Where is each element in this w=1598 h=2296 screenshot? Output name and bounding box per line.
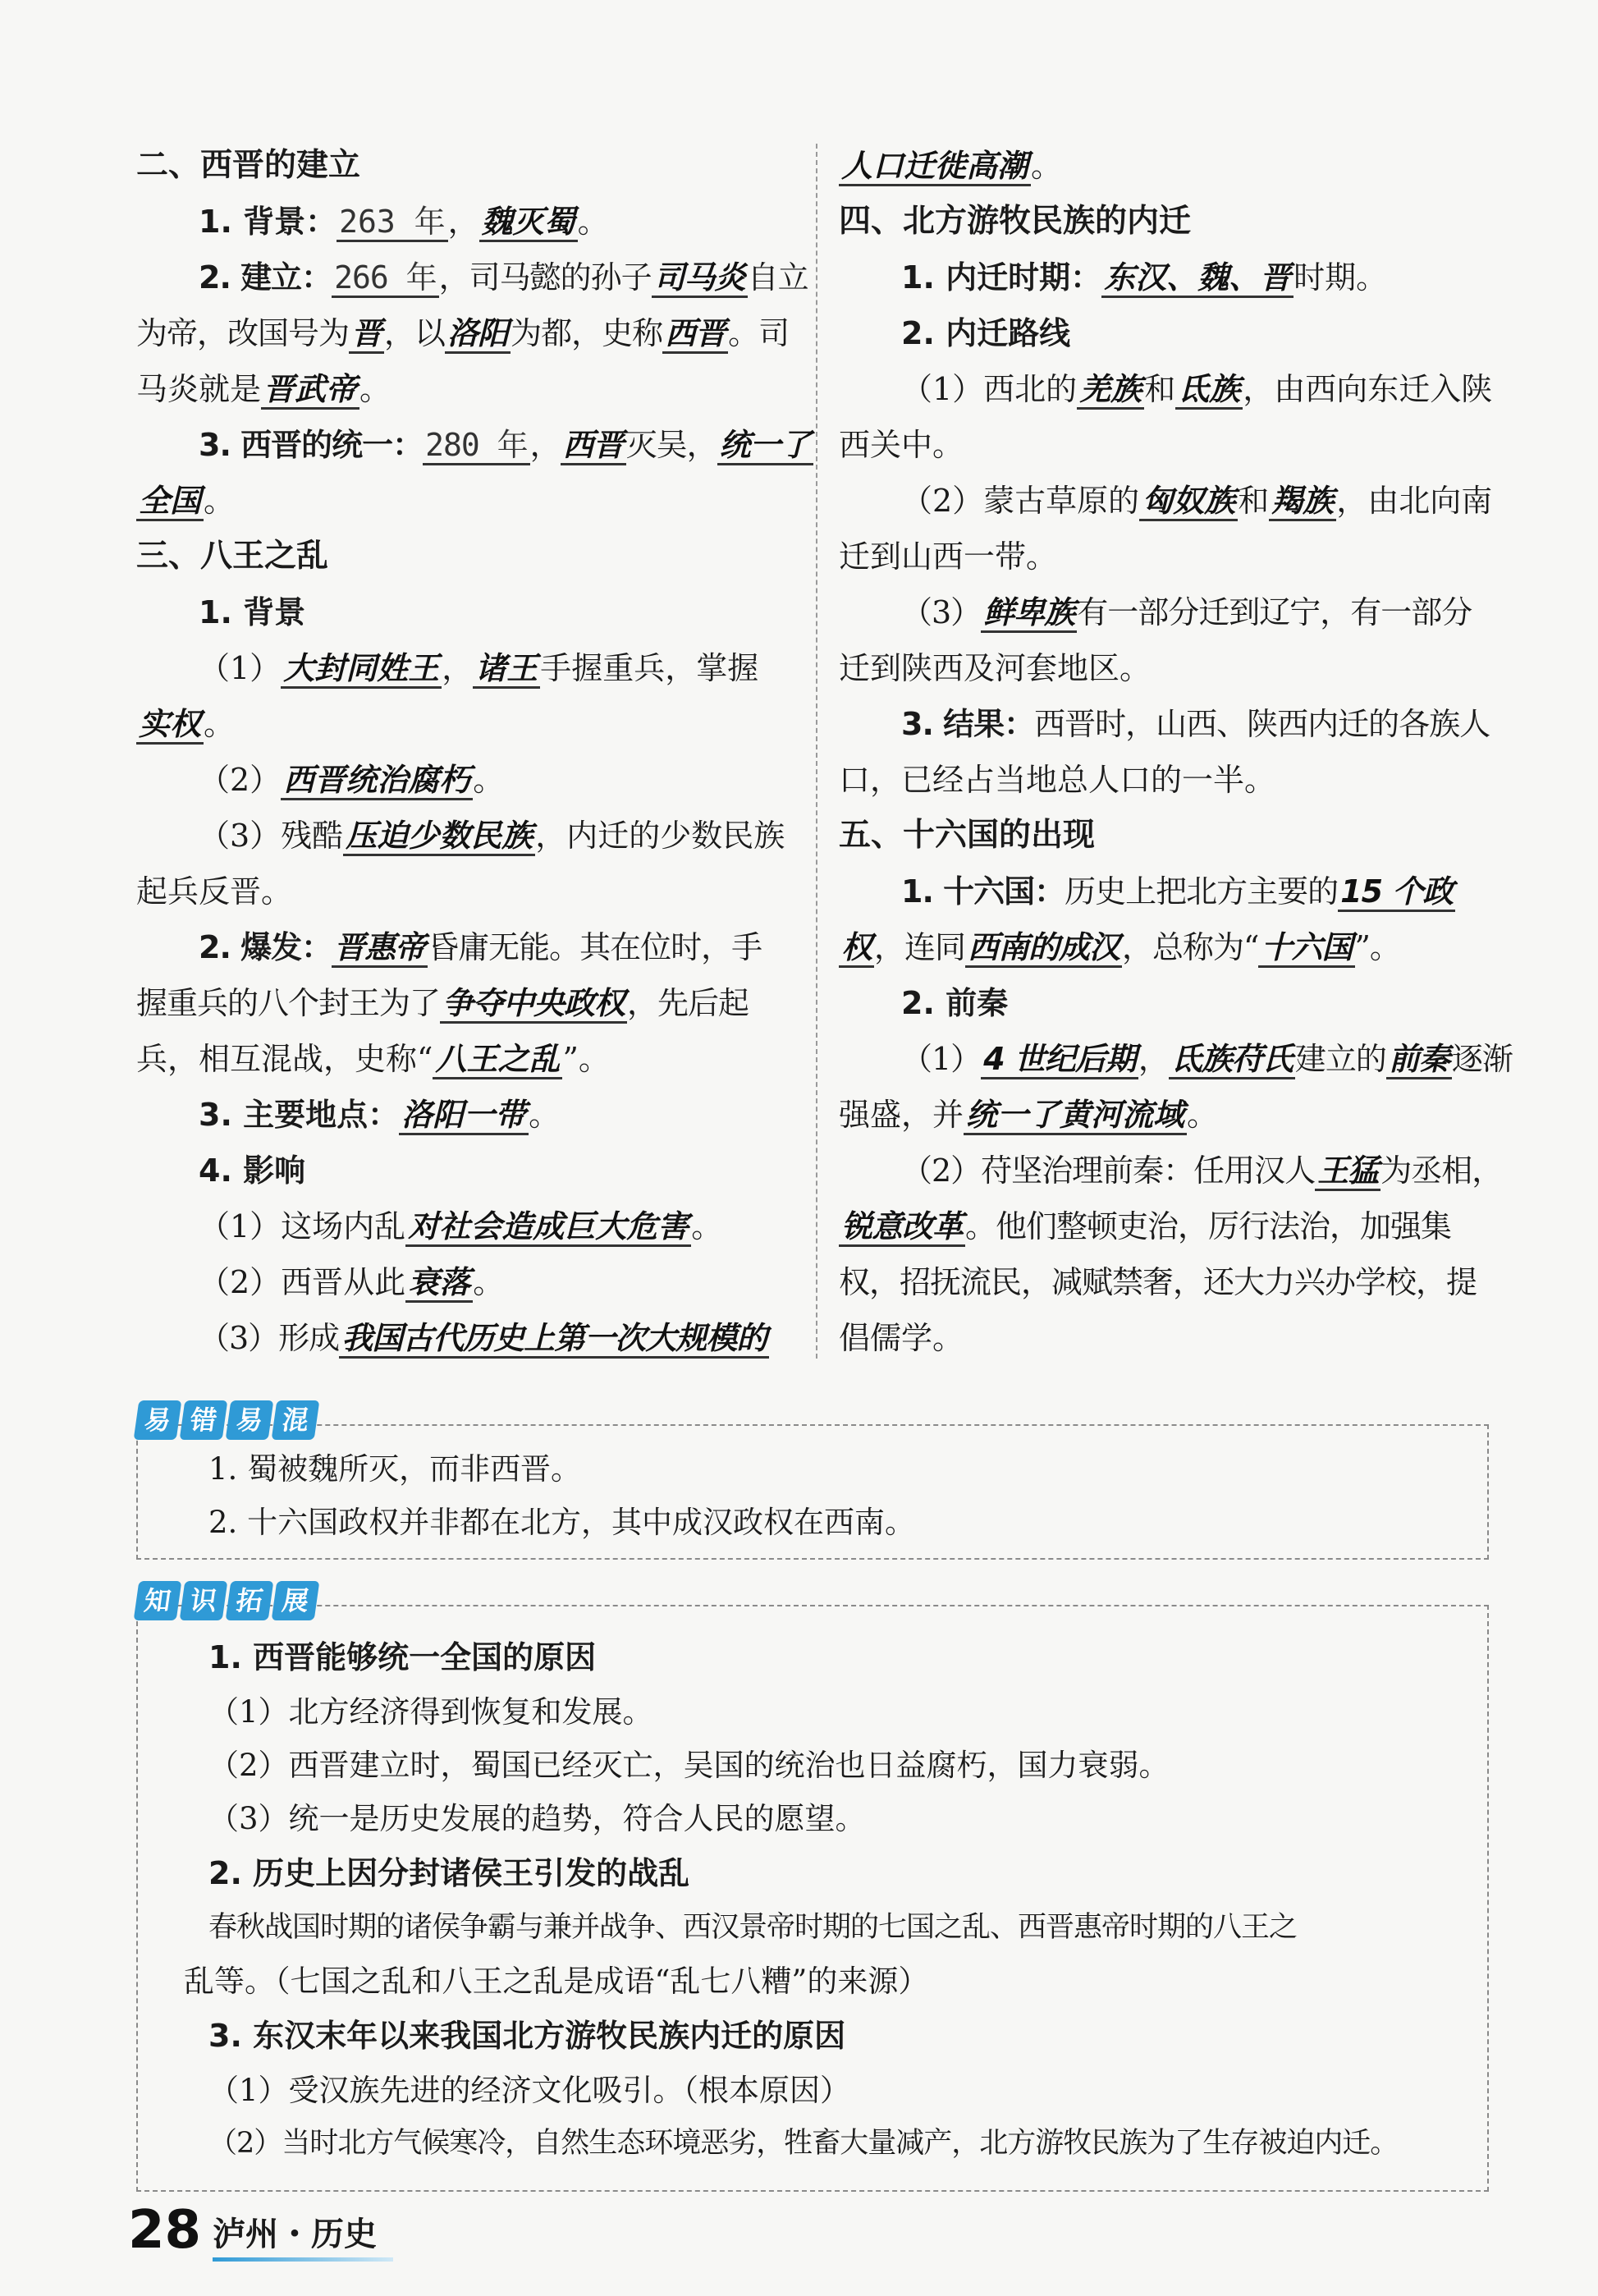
s3-background-heading: 1. 背景 (199, 594, 306, 630)
knowledge-extension-tag: 知 识 拓 展 (136, 1581, 317, 1620)
s5-former-qin-2d: 倡儒学。 (839, 1320, 964, 1356)
s5-former-qin-heading: 2. 前秦 (901, 985, 1009, 1021)
s3-bg-item-3: （3）残酷压迫少数民族，内迁的少数民族 (136, 808, 793, 864)
knowledge-extension-box (136, 1605, 1489, 2192)
s4-result-line-2: 口，已经占当地总人口的一半。 (839, 762, 1276, 798)
answer-wei-destroys-shu: 魏灭蜀 (479, 204, 578, 242)
answer-chenghan: 西南的成汉 (965, 929, 1122, 968)
section-2-title: 二、西晋的建立 (136, 147, 361, 184)
answer-280: 280 年 (423, 427, 530, 465)
answer-western-jin: 西晋 (662, 315, 728, 354)
answer-di: 氐族 (1175, 371, 1243, 410)
answer-jin: 晋 (349, 315, 384, 354)
s3-bg-item-1b: 实权。 (136, 696, 793, 752)
answer-fu-clan: 氐族苻氏 (1169, 1041, 1295, 1079)
s4-route-3: （3）鲜卑族有一部分迁到辽宁，有一部分 (839, 584, 1495, 640)
answer-jin-huidi: 晋惠帝 (332, 929, 428, 968)
ext-3-item-1: （1）受汉族先进的经济文化吸引。（根本原因） (208, 2073, 851, 2108)
answer-western-jin-2: 西晋 (561, 427, 626, 465)
answer-unified: 统一了 (717, 427, 813, 465)
answer-xianbei: 鲜卑族 (981, 594, 1077, 633)
answer-wang-meng: 王猛 (1315, 1153, 1381, 1191)
s3-impact-heading: 4. 影响 (199, 1153, 306, 1189)
ext-heading-3: 3. 东汉末年以来我国北方游牧民族内迁的原因 (208, 2018, 846, 2054)
s2-establish-line-3: 马炎就是晋武帝。 (136, 361, 793, 417)
s5-former-qin-2c: 权，招抚流民，减赋禁奢，还大力兴办学校，提 (839, 1264, 1477, 1300)
answer-first-migration: 我国古代历史上第一次大规模的 (339, 1320, 769, 1359)
answer-whole-country: 全国 (136, 483, 204, 521)
common-mistakes-tag: 易 错 易 混 (136, 1400, 317, 1440)
answer-luoyang-area: 洛阳一带 (399, 1097, 529, 1135)
section-5-title: 五、十六国的出现 (839, 817, 1096, 854)
s3-outbreak-line: 2. 爆发：晋惠帝昏庸无能。其在位时，手 (136, 919, 793, 975)
right-column (839, 138, 1513, 1366)
ext-3-item-2: （2）当时北方气候寒冷，自然生态环境恶劣，牲畜大量减产，北方游牧民族为了生存被迫内迁。 (208, 2127, 1399, 2160)
ext-1-item-2: （2）西晋建立时，蜀国已经灭亡，吴国的统治也日益腐朽，国力衰弱。 (208, 1748, 1170, 1783)
s4-period-line: 1. 内迁时期：东汉、魏、晋时期。 (839, 250, 1495, 305)
s4-route-heading: 2. 内迁路线 (901, 315, 1071, 351)
common-mistakes-box (136, 1424, 1489, 1560)
s3-impact-2: （2）西晋从此衰落。 (136, 1254, 793, 1310)
answer-reform: 锐意改革 (839, 1208, 965, 1247)
s3-outbreak-line-3: 兵，相互混战，史称“八王之乱”。 (136, 1031, 793, 1087)
answer-former-qin: 前秦 (1386, 1041, 1452, 1079)
answer-decline: 衰落 (405, 1264, 473, 1303)
s5-sixteen-line: 1. 十六国：历史上把北方主要的15 个政 (839, 864, 1495, 919)
answer-corrupt-rule: 西晋统治腐朽 (281, 762, 473, 800)
s3-location-line: 3. 主要地点：洛阳一带。 (136, 1087, 793, 1143)
left-column (136, 138, 811, 1366)
page-footer (128, 2200, 378, 2261)
s3-bg-item-1: （1）大封同姓王，诸王手握重兵，掌握 (136, 640, 793, 696)
s4-route-1: （1）西北的羌族和氐族，由西向东迁入陕 (839, 361, 1495, 417)
s3-bg-item-2: （2）西晋统治腐朽。 (136, 752, 793, 808)
answer-263: 263 年 (337, 204, 448, 242)
s5-former-qin-1b: 强盛，并统一了黄河流域。 (839, 1087, 1495, 1143)
answer-luoyang: 洛阳 (445, 315, 511, 354)
s4-route-3b: 迁到陕西及河套地区。 (839, 650, 1152, 686)
s5-former-qin-2: （2）苻坚治理前秦：任用汉人王猛为丞相， (839, 1143, 1495, 1198)
ext-1-item-1: （1）北方经济得到恢复和发展。 (208, 1694, 653, 1730)
mistake-item-1: 1. 蜀被魏所灭，而非西晋。 (208, 1451, 582, 1487)
s2-establish-line-2: 为帝，改国号为晋，以洛阳为都，史称西晋。司 (136, 305, 793, 361)
s4-route-1b: 西关中。 (839, 427, 964, 463)
ext-2-text-1: 春秋战国时期的诸侯争霸与兼并战争、西汉景帝时期的七国之乱、西晋惠帝时期的八王之 (208, 1911, 1298, 1944)
answer-oppress-minorities: 压迫少数民族 (343, 818, 535, 856)
s2-background-line: 1. 背景：263 年，魏灭蜀。 (136, 194, 793, 250)
answer-migration-wave: 人口迁徙高潮 (839, 148, 1031, 186)
answer-seize-power: 争夺中央政权 (440, 985, 627, 1024)
answer-great-harm: 对社会造成巨大危害 (405, 1208, 691, 1247)
book-title: 泸州・历史 (213, 2214, 377, 2257)
answer-jin-wudi: 晋武帝 (261, 371, 359, 410)
ext-1-item-3: （3）统一是历史发展的趋势，符合人民的愿望。 (208, 1801, 866, 1836)
answer-xiongnu: 匈奴族 (1139, 483, 1238, 521)
answer-qiang: 羌族 (1077, 371, 1144, 410)
s5-former-qin-1: （1）4 世纪后期，氐族苻氏建立的前秦逐渐 (839, 1031, 1495, 1087)
section-3-title: 三、八王之乱 (136, 538, 329, 575)
s4-route-2: （2）蒙古草原的匈奴族和羯族，由北向南 (839, 473, 1495, 529)
s2-establish-line: 2. 建立：266 年，司马懿的孙子司马炎自立 (136, 250, 793, 305)
answer-kings: 诸王 (473, 650, 540, 689)
s2-unify-line-2: 全国。 (136, 473, 793, 529)
answer-15-regimes: 15 个政 (1338, 873, 1455, 912)
s3-impact-3-cont: 人口迁徙高潮。 (839, 138, 1495, 194)
s3-outbreak-line-2: 握重兵的八个封王为了争夺中央政权，先后起 (136, 975, 793, 1031)
section-4-title: 四、北方游牧民族的内迁 (839, 203, 1192, 240)
ext-heading-2: 2. 历史上因分封诸侯王引发的战乱 (208, 1855, 690, 1891)
s5-former-qin-2b: 锐意改革。他们整顿吏治，厉行法治，加强集 (839, 1198, 1495, 1254)
answer-jie: 羯族 (1269, 483, 1336, 521)
answer-dynasties: 东汉、魏、晋 (1101, 259, 1294, 298)
s3-impact-1: （1）这场内乱对社会造成巨大危害。 (136, 1198, 793, 1254)
page-number: 28 (128, 2200, 202, 2261)
answer-sixteen-kingdoms: 十六国 (1258, 929, 1354, 968)
s4-route-2b: 迁到山西一带。 (839, 538, 1058, 575)
answer-yellow-river: 统一了黄河流域 (964, 1097, 1187, 1135)
ext-heading-1: 1. 西晋能够统一全国的原因 (208, 1639, 597, 1675)
s4-result-line: 3. 结果：西晋时，山西、陕西内迁的各族人 (901, 706, 1490, 742)
ext-2-text-2: 乱等。（七国之乱和八王之乱是成语“乱七八糟”的来源） (184, 1964, 929, 1999)
answer-late-4th-century: 4 世纪后期 (981, 1041, 1138, 1079)
answer-eight-kings: 八王之乱 (433, 1041, 562, 1079)
answer-regime-cont: 权 (839, 929, 874, 968)
column-divider (816, 144, 817, 1359)
answer-real-power: 实权 (136, 706, 204, 745)
s2-unify-line: 3. 西晋的统一：280 年，西晋灭吴，统一了 (136, 417, 793, 473)
mistake-item-2: 2. 十六国政权并非都在北方，其中成汉政权在西南。 (208, 1505, 916, 1540)
answer-sima-yan: 司马炎 (652, 259, 748, 298)
answer-enfeoff-kings: 大封同姓王 (281, 650, 442, 689)
s3-bg-item-3b: 起兵反晋。 (136, 873, 293, 910)
s5-sixteen-line-2: 权，连同西南的成汉，总称为“十六国”。 (839, 919, 1495, 975)
s3-impact-3: （3）形成我国古代历史上第一次大规模的 (136, 1310, 793, 1366)
answer-266: 266 年 (332, 259, 439, 298)
